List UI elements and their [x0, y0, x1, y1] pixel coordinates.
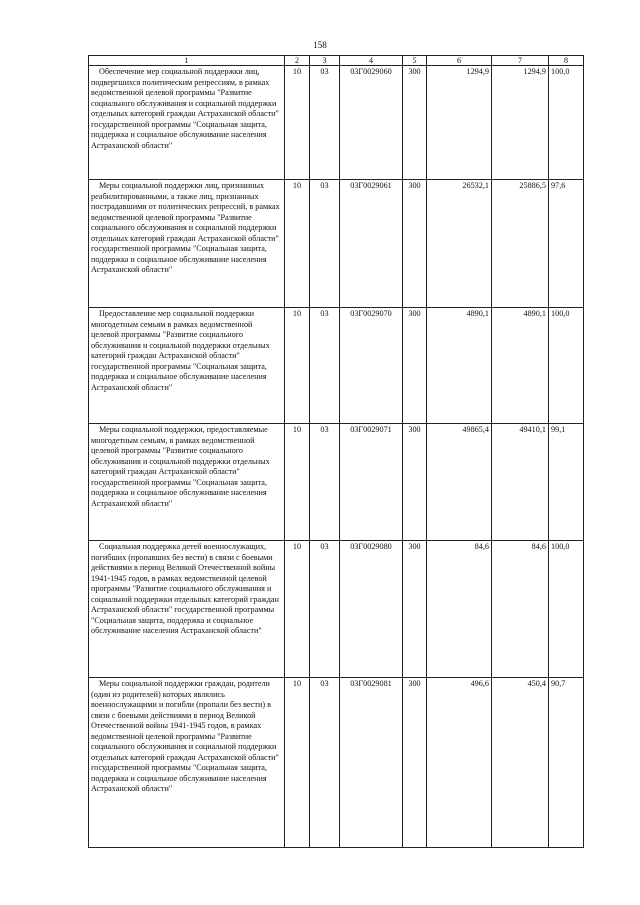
percent-cell: 100,0 [549, 66, 584, 180]
actual-amount-cell: 450,4 [492, 678, 549, 848]
section-code-cell: 10 [285, 180, 310, 308]
target-article-cell: 03Г0029070 [340, 308, 403, 424]
expense-type-cell: 300 [403, 541, 427, 678]
column-header: 5 [403, 56, 427, 66]
expense-type-cell: 300 [403, 180, 427, 308]
table-row [89, 541, 584, 678]
column-header: 1 [89, 56, 285, 66]
column-header: 3 [310, 56, 340, 66]
target-article-cell: 03Г0029061 [340, 180, 403, 308]
percent-cell: 100,0 [549, 308, 584, 424]
page-number: 158 [313, 40, 327, 50]
actual-amount-cell: 1294,9 [492, 66, 549, 180]
table-row [89, 180, 584, 308]
column-header: 8 [549, 56, 584, 66]
target-article-cell: 03Г0029071 [340, 424, 403, 541]
column-number-row [89, 56, 584, 66]
column-header: 7 [492, 56, 549, 66]
plan-amount-cell: 49865,4 [427, 424, 492, 541]
expense-type-cell: 300 [403, 66, 427, 180]
expense-name-cell: Меры социальной поддержки граждан, родители (один из родителей) которых являлись военнослужащими и погибли (пропали без вести) в связи с боевыми действиями в период Великой Отечественной войны 1941-1945 годов, в рамках ведомственной целевой программы "Развитие социального обслуживания и социальной поддержки отдельных категорий граждан Астраханской области" государственной программы "Социальная защита, поддержка и социальное обслуживание населения Астраханской области" [89, 678, 285, 848]
expense-name-cell: Меры социальной поддержки лиц, признанных реабилитированными, а также лиц, признанных пострадавшими от политических репрессий, в рамках ведомственной целевой программы "Развитие социального обслуживания и социальной поддержки отдельных категорий граждан Астраханской области" государственной программы "Социальная защита, поддержка и социальное обслуживание населения Астраханской области" [89, 180, 285, 308]
plan-amount-cell: 84,6 [427, 541, 492, 678]
subsection-code-cell: 03 [310, 678, 340, 848]
percent-cell: 100,0 [549, 541, 584, 678]
percent-cell: 99,1 [549, 424, 584, 541]
budget-table [88, 55, 584, 848]
table-row [89, 66, 584, 180]
plan-amount-cell: 26532,1 [427, 180, 492, 308]
actual-amount-cell: 49410,1 [492, 424, 549, 541]
table-row [89, 308, 584, 424]
target-article-cell: 03Г0029060 [340, 66, 403, 180]
expense-name-cell: Меры социальной поддержки, предоставляемые многодетным семьям, в рамках ведомственной целевой программы "Развитие социального обслуживания и социальной поддержки отдельных категорий граждан Астраханской области" государственной программы "Социальная защита, поддержка и социальное обслуживание населения Астраханской области" [89, 424, 285, 541]
subsection-code-cell: 03 [310, 424, 340, 541]
plan-amount-cell: 1294,9 [427, 66, 492, 180]
section-code-cell: 10 [285, 678, 310, 848]
column-header: 4 [340, 56, 403, 66]
subsection-code-cell: 03 [310, 308, 340, 424]
actual-amount-cell: 4890,1 [492, 308, 549, 424]
expense-name-cell: Предоставление мер социальной поддержки многодетным семьям в рамках ведомственной целевой программы "Развитие социального обслуживания и социальной поддержки отдельных категорий граждан Астраханской области" государственной программы "Социальная защита, поддержка и социальное обслуживание населения Астраханской области" [89, 308, 285, 424]
actual-amount-cell: 84,6 [492, 541, 549, 678]
expense-name-cell: Обеспечение мер социальной поддержки лиц, подвергшихся политическим репрессиям, в рамках ведомственной целевой программы "Развитие социального обслуживания и социальной поддержки отдельных категорий граждан Астраханской области" государственной программы "Социальная защита, поддержка и социальное обслуживание населения Астраханской области" [89, 66, 285, 180]
section-code-cell: 10 [285, 424, 310, 541]
table-row [89, 678, 584, 848]
expense-type-cell: 300 [403, 678, 427, 848]
percent-cell: 90,7 [549, 678, 584, 848]
table-row [89, 424, 584, 541]
target-article-cell: 03Г0029081 [340, 678, 403, 848]
subsection-code-cell: 03 [310, 541, 340, 678]
expense-name-cell: Социальная поддержка детей военнослужащих, погибших (пропавших без вести) в связи с боевыми действиями в период Великой Отечественной войны 1941-1945 годов, в рамках ведомственной целевой программы "Развитие социального обслуживания и социальной поддержки отдельных категорий граждан Астраханской области" государственной программы "Социальная защита, поддержка и социальное обслуживание населения Астраханской области" [89, 541, 285, 678]
subsection-code-cell: 03 [310, 180, 340, 308]
actual-amount-cell: 25886,5 [492, 180, 549, 308]
section-code-cell: 10 [285, 66, 310, 180]
percent-cell: 97,6 [549, 180, 584, 308]
plan-amount-cell: 496,6 [427, 678, 492, 848]
expense-type-cell: 300 [403, 424, 427, 541]
column-header: 2 [285, 56, 310, 66]
plan-amount-cell: 4890,1 [427, 308, 492, 424]
expense-type-cell: 300 [403, 308, 427, 424]
section-code-cell: 10 [285, 541, 310, 678]
target-article-cell: 03Г0029080 [340, 541, 403, 678]
column-header: 6 [427, 56, 492, 66]
section-code-cell: 10 [285, 308, 310, 424]
subsection-code-cell: 03 [310, 66, 340, 180]
